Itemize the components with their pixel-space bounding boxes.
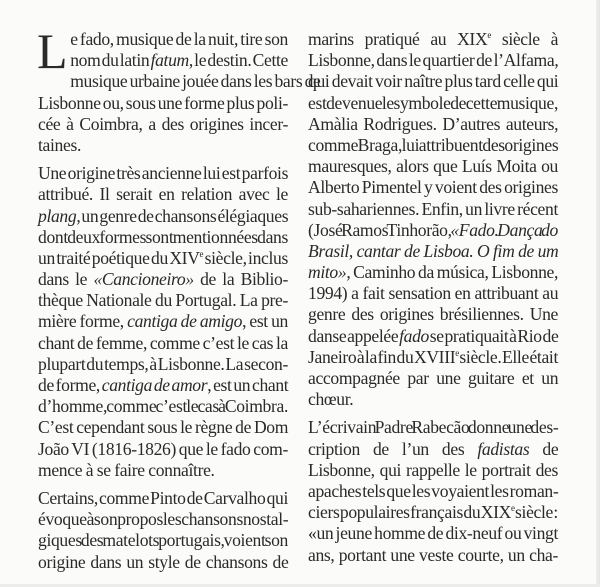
superscript: e — [455, 347, 459, 358]
text-segment: siècle : — [514, 502, 558, 523]
text-line — [308, 177, 558, 198]
text-segment: dont deux formes sont mentionnées dans — [38, 226, 288, 247]
text-segment: siècle, inclus — [203, 247, 288, 268]
text-line — [308, 71, 558, 92]
text-segment: sub-sahariennes. Enfin, un livre récent — [308, 198, 559, 219]
text-line — [38, 71, 321, 92]
text-segment: e fado, musique de la nuit, tire son — [70, 29, 288, 49]
text-line — [308, 545, 558, 566]
italic-text: fadistas — [477, 438, 530, 459]
text-segment: Janeiro à la fin du XVIII — [308, 346, 456, 367]
text-segment: genre des origines brésiliennes. Une — [308, 304, 558, 325]
text-line — [38, 269, 288, 290]
text-segment: mence à se faire connaître. — [38, 459, 215, 480]
text-segment: giques des matelots portugais, voient son — [38, 530, 288, 551]
text-segment: Lisbonne ou, sous une forme plus poli- — [38, 92, 288, 113]
text-segment: siècle à — [490, 29, 559, 49]
text-line — [308, 368, 558, 389]
text-line — [38, 488, 288, 509]
text-line — [38, 227, 288, 248]
text-segment: C’est cependant sous le règne de Dom — [38, 417, 289, 438]
text-segment: dans le — [38, 269, 94, 290]
text-line — [38, 114, 288, 135]
text-line — [308, 241, 558, 262]
page-edge-shadow — [596, 0, 600, 587]
text-line — [38, 50, 288, 71]
text-segment: Alberto Pimentel y voient des origines — [308, 177, 558, 198]
text-line — [38, 290, 288, 311]
text-segment: évoque à son propos les chansons nostal- — [38, 509, 289, 530]
text-line — [38, 333, 288, 354]
text-segment: est devenue le symbole de cette musique, — [308, 92, 558, 113]
text-segment: de la Biblio- — [193, 269, 288, 290]
italic-text: plang — [38, 205, 77, 226]
text-line — [308, 29, 558, 50]
superscript: e — [199, 248, 204, 259]
italic-text: mito» — [308, 262, 347, 283]
text-segment: Lisbonne, qui rappelle le portrait des — [308, 459, 558, 480]
text-segment: mière forme, — [38, 311, 128, 332]
text-line — [308, 283, 558, 304]
italic-text: Brasil, cantar de Lisboa. O fim de um — [308, 240, 559, 261]
text-segment: cée à Coimbra, a des origines incer- — [38, 113, 288, 134]
text-line — [308, 304, 558, 325]
italic-text: cantiga de amor — [101, 375, 208, 395]
text-line — [38, 417, 288, 438]
text-segment: nom du latin — [70, 50, 151, 71]
text-line — [38, 29, 288, 50]
text-line — [308, 156, 558, 177]
italic-text: «Fado. Dança do — [450, 219, 558, 240]
text-segment: apaches tels que les voyaient les roman- — [308, 480, 559, 501]
text-line — [38, 184, 288, 205]
text-line — [308, 417, 558, 438]
text-segment: , Caminho da música, Lisbonne, — [346, 262, 559, 283]
text-segment: mauresques, alors que Luís Moita ou — [308, 156, 558, 177]
text-segment: , le destin. Cette — [188, 50, 288, 71]
paragraph-gap — [308, 410, 558, 417]
text-line — [308, 347, 558, 368]
text-line — [308, 135, 558, 156]
text-segment: musique urbaine jouée dans les bars de — [70, 71, 321, 92]
text-segment: accompagnée par une guitare et un — [308, 368, 559, 388]
text-line — [38, 396, 288, 417]
text-segment: cription de l’un des — [308, 438, 478, 459]
text-segment: Une origine très ancienne lui est parfois — [38, 163, 289, 184]
paragraph — [308, 29, 558, 410]
text-segment: un traité poétique du XIV — [38, 247, 200, 268]
text-line — [38, 248, 288, 269]
italic-text: fado — [399, 325, 429, 346]
text-segment: Amàlia Rodrigues. D’autres auteurs, — [308, 113, 559, 134]
text-segment: attribué. Il serait en relation avec le — [38, 184, 288, 205]
text-line — [308, 481, 558, 502]
text-line — [38, 460, 288, 481]
text-line — [308, 50, 558, 71]
paragraph — [308, 417, 558, 565]
text-segment: comme Braga, lui attribuent des origines — [308, 134, 559, 155]
text-segment: , est un chant — [207, 375, 289, 395]
text-segment: taines. — [38, 134, 81, 155]
text-segment: «un jeune homme de dix-neuf ou vingt — [308, 523, 559, 544]
italic-text: fatum — [150, 50, 189, 71]
text-line — [308, 326, 558, 347]
text-line — [308, 93, 558, 114]
right-text-column — [308, 29, 558, 566]
paragraph — [38, 163, 288, 481]
text-line — [38, 93, 288, 114]
text-segment: danse appelée — [308, 325, 400, 346]
text-line — [38, 509, 288, 530]
paragraph — [37, 23, 321, 156]
text-line — [308, 199, 558, 220]
text-line — [38, 311, 288, 332]
text-line — [308, 262, 558, 283]
text-segment: de forme, — [38, 375, 102, 395]
text-line — [38, 530, 288, 551]
italic-text: «Cancioneiro» — [93, 269, 194, 290]
text-segment: chœur. — [308, 389, 354, 410]
text-line — [308, 502, 558, 523]
text-segment: Lisbonne, dans le quartier de l’Alfama, — [308, 50, 559, 71]
text-segment: João VI (1816-1826) que le fado com- — [38, 438, 288, 459]
drop-cap: L — [37, 23, 68, 79]
text-segment: chant de femme, comme c’est le cas la — [38, 332, 288, 353]
text-segment: origine dans un style de chansons de — [38, 551, 289, 572]
text-line — [38, 163, 288, 184]
text-segment: , un genre de chansons élégiaques — [76, 205, 289, 226]
superscript: e — [510, 503, 515, 514]
text-line — [308, 523, 558, 544]
left-text-column — [37, 23, 321, 573]
text-segment: Certains, comme Pinto de Carvalho qui — [38, 487, 288, 508]
text-segment: ans, portant une veste courte, un cha- — [308, 544, 558, 565]
paragraph-gap — [38, 481, 288, 488]
text-segment: L’écrivain Padre Rabecão donne une des- — [308, 417, 559, 438]
text-line — [38, 135, 288, 156]
text-segment: qui devait voir naître plus tard celle qui — [308, 71, 559, 92]
text-line — [38, 375, 288, 396]
text-line — [308, 220, 558, 241]
text-segment: se pratiquait à Rio de — [429, 325, 559, 346]
text-line — [308, 439, 558, 460]
superscript: e — [487, 30, 491, 40]
text-segment: ciers populaires français du XIX — [308, 502, 511, 523]
text-line — [308, 114, 558, 135]
text-segment: marins pratiqué au XIX — [308, 29, 488, 49]
text-segment: plupart du temps, à Lisbonne. La secon- — [38, 353, 288, 374]
text-line — [38, 552, 288, 573]
text-segment: , est un — [242, 311, 288, 332]
text-segment: siècle. Elle était — [458, 346, 559, 367]
text-line — [308, 389, 558, 410]
text-segment: de — [529, 438, 559, 459]
text-line — [38, 354, 288, 375]
text-segment: 1994) a fait sensation en attribuant au — [308, 283, 559, 304]
text-segment: (José Ramos Tinhorão, — [308, 219, 451, 240]
paragraph-gap — [38, 156, 288, 163]
italic-text: cantiga de amigo — [127, 311, 243, 332]
paragraph — [38, 488, 288, 573]
text-line — [38, 439, 288, 460]
text-line — [38, 206, 288, 227]
text-segment: d’homme, comme c’est le cas à Coimbra. — [38, 396, 288, 417]
text-segment: thèque Nationale du Portugal. La pre- — [38, 290, 288, 311]
text-line — [308, 460, 558, 481]
